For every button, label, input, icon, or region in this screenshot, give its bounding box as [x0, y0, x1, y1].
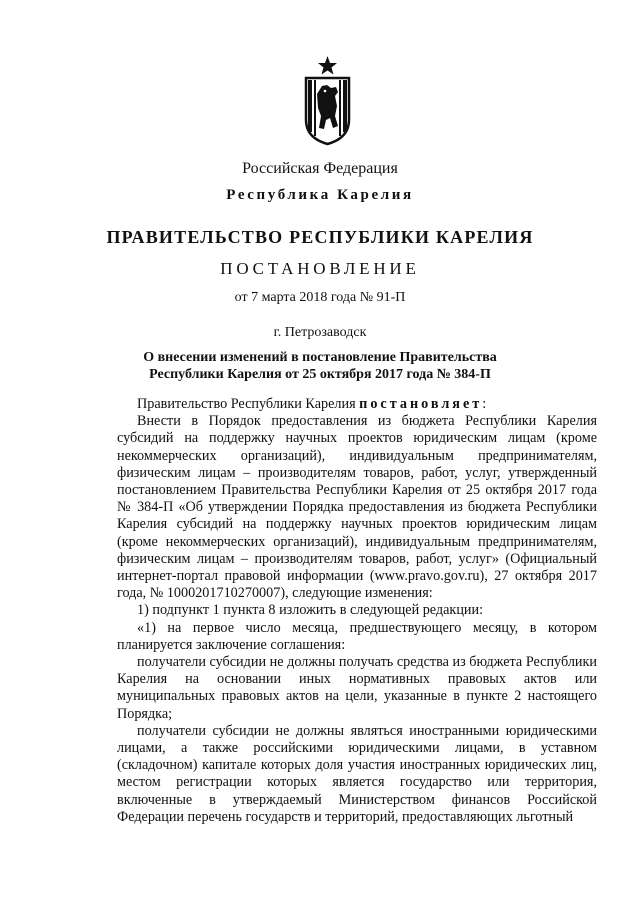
republic-title: Республика Карелия — [226, 187, 414, 203]
subject-line-2: Республики Карелия от 25 октября 2017 года № 384-П — [149, 367, 491, 382]
intro-prefix: Правительство Республики Карелия — [137, 396, 360, 412]
intro-suffix: : — [482, 396, 487, 412]
karelia-coat-of-arms-icon — [300, 54, 355, 146]
decree-date-number: от 7 марта 2018 года № 91-П — [234, 290, 406, 305]
intro-spaced-verb: постановляет — [359, 396, 483, 412]
body-paragraph: получатели субсидии не должны получать средства из бюджета Республики Карелия на основании иных нормативных правовых актов или муниципальных правовых актов на цели, указанные в пункте 2 настоящего Порядка; — [117, 654, 597, 722]
body-paragraph: получатели субсидии не должны являться иностранными юридическими лицами, а также российскими юридическими лицами, в уставном (складочном) капитале которых доля участия иностранных юридических лиц, местом регистрации которых является государство или территория, включенные в утверждаемый Министерством финансов Российской Федерации перечень государств и территорий, предоставляющих льготный — [117, 722, 597, 825]
government-title: ПРАВИТЕЛЬСТВО РЕСПУБЛИКИ КАРЕЛИЯ — [106, 227, 534, 247]
intro-paragraph — [117, 396, 597, 413]
body-paragraph: Внести в Порядок предоставления из бюджета Республики Карелия субсидий на поддержку научных проектов юридическим лицам (кроме некоммерческих организаций), индивидуальным предпринимателям, физическим лицам – производителям товаров, работ, услуг, утвержденный постановлением Правительства Республики Карелия от 25 октября 2017 года № 384-П «Об утверждении Порядка предоставления из бюджета Республики Карелия субсидий на поддержку научных проектов юридическим лицам (кроме некоммерческих организаций), индивидуальным предпринимателям, физическим лицам – производителям товаров, работ, услуг» (Официальный интернет-портал правовой информации (www.pravo.gov.ru), 27 октября 2017 года, № 1000201710270007), следующие изменения: — [117, 413, 597, 602]
decree-subject — [0, 349, 640, 383]
federation-title: Российская Федерация — [242, 160, 398, 177]
subject-line-1: О внесении изменений в постановление Правительства — [143, 350, 497, 365]
city-name: г. Петрозаводск — [273, 325, 367, 340]
body-paragraph: 1) подпункт 1 пункта 8 изложить в следующей редакции: — [137, 602, 484, 619]
decree-type: ПОСТАНОВЛЕНИЕ — [220, 259, 420, 278]
decree-body — [117, 396, 597, 826]
body-paragraph: «1) на первое число месяца, предшествующего месяцу, в котором планируется заключение соглашения: — [117, 619, 597, 653]
